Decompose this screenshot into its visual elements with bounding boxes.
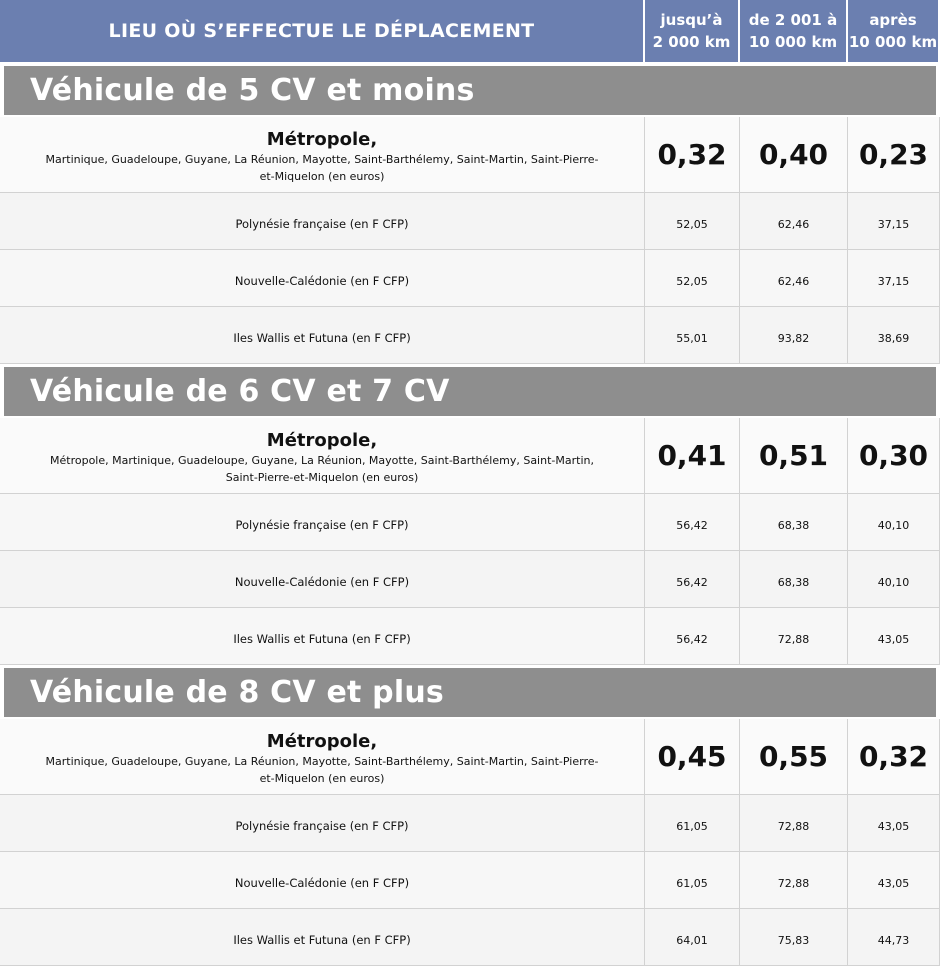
cell-value: 40,10 — [848, 494, 940, 550]
cell-value: 56,42 — [645, 551, 740, 607]
table-row — [0, 193, 940, 250]
row-label: Iles Wallis et Futuna (en F CFP) — [0, 608, 645, 664]
row-label: Polynésie française (en F CFP) — [0, 494, 645, 550]
cell-value: 68,38 — [740, 494, 848, 550]
row-label: Iles Wallis et Futuna (en F CFP) — [0, 307, 645, 363]
main-desc: Métropole, Martinique, Guadeloupe, Guyane, La Réunion, Mayotte, Saint-Barthélemy, Saint-Martin, Saint-Pierre-et-Miquelon (en euros) — [50, 453, 594, 484]
table-row — [0, 494, 940, 551]
cell-value: 0,41 — [645, 418, 740, 493]
cell-value: 56,42 — [645, 608, 740, 664]
cell-value: 37,15 — [848, 250, 940, 306]
table-row — [0, 608, 940, 665]
row-label — [0, 117, 645, 192]
cell-value: 61,05 — [645, 852, 740, 908]
row-label — [0, 719, 645, 794]
cell-value: 55,01 — [645, 307, 740, 363]
cell-value: 43,05 — [848, 608, 940, 664]
main-title: Métropole, — [266, 429, 378, 451]
cell-value: 56,42 — [645, 494, 740, 550]
cell-value: 64,01 — [645, 909, 740, 965]
section-title: Véhicule de 8 CV et plus — [4, 665, 936, 719]
cell-value: 52,05 — [645, 193, 740, 249]
row-label: Nouvelle-Calédonie (en F CFP) — [0, 852, 645, 908]
table-row — [0, 250, 940, 307]
row-label — [0, 418, 645, 493]
cell-value: 0,23 — [848, 117, 940, 192]
cell-value: 44,73 — [848, 909, 940, 965]
cell-value: 40,10 — [848, 551, 940, 607]
cell-value: 37,15 — [848, 193, 940, 249]
table-row — [0, 418, 940, 494]
cell-value: 72,88 — [740, 852, 848, 908]
cell-value: 62,46 — [740, 250, 848, 306]
cell-value: 0,40 — [740, 117, 848, 192]
main-title: Métropole, — [266, 128, 378, 150]
cell-value: 0,32 — [848, 719, 940, 794]
table-row — [0, 795, 940, 852]
cell-value: 0,51 — [740, 418, 848, 493]
cell-value: 61,05 — [645, 795, 740, 851]
table-header — [0, 0, 940, 63]
cell-value: 0,55 — [740, 719, 848, 794]
cell-value: 75,83 — [740, 909, 848, 965]
cell-value: 0,30 — [848, 418, 940, 493]
header-col-over-10000: après 10 000 km — [848, 0, 940, 62]
cell-value: 0,45 — [645, 719, 740, 794]
main-desc: Martinique, Guadeloupe, Guyane, La Réunion, Mayotte, Saint-Barthélemy, Saint-Martin, Saint-Pierre-et-Miquelon (en euros) — [45, 754, 599, 785]
cell-value: 62,46 — [740, 193, 848, 249]
cell-value: 72,88 — [740, 608, 848, 664]
cell-value: 38,69 — [848, 307, 940, 363]
section-title: Véhicule de 5 CV et moins — [4, 63, 936, 117]
cell-value: 52,05 — [645, 250, 740, 306]
table-row — [0, 909, 940, 966]
row-label: Nouvelle-Calédonie (en F CFP) — [0, 551, 645, 607]
table-row — [0, 852, 940, 909]
table-row — [0, 117, 940, 193]
row-label: Nouvelle-Calédonie (en F CFP) — [0, 250, 645, 306]
table-row — [0, 551, 940, 608]
cell-value: 68,38 — [740, 551, 848, 607]
section-title: Véhicule de 6 CV et 7 CV — [4, 364, 936, 418]
header-place: LIEU OÙ S’EFFECTUE LE DÉPLACEMENT — [0, 0, 645, 62]
cell-value: 0,32 — [645, 117, 740, 192]
row-label: Iles Wallis et Futuna (en F CFP) — [0, 909, 645, 965]
cell-value: 93,82 — [740, 307, 848, 363]
cell-value: 72,88 — [740, 795, 848, 851]
header-col-upto-2000: jusqu’à 2 000 km — [645, 0, 740, 62]
cell-value: 43,05 — [848, 852, 940, 908]
main-desc: Martinique, Guadeloupe, Guyane, La Réunion, Mayotte, Saint-Barthélemy, Saint-Martin, Saint-Pierre-et-Miquelon (en euros) — [45, 152, 599, 183]
header-col-2001-10000: de 2 001 à 10 000 km — [740, 0, 848, 62]
table-row — [0, 719, 940, 795]
table-row — [0, 307, 940, 364]
row-label: Polynésie française (en F CFP) — [0, 795, 645, 851]
main-title: Métropole, — [266, 730, 378, 752]
row-label: Polynésie française (en F CFP) — [0, 193, 645, 249]
cell-value: 43,05 — [848, 795, 940, 851]
